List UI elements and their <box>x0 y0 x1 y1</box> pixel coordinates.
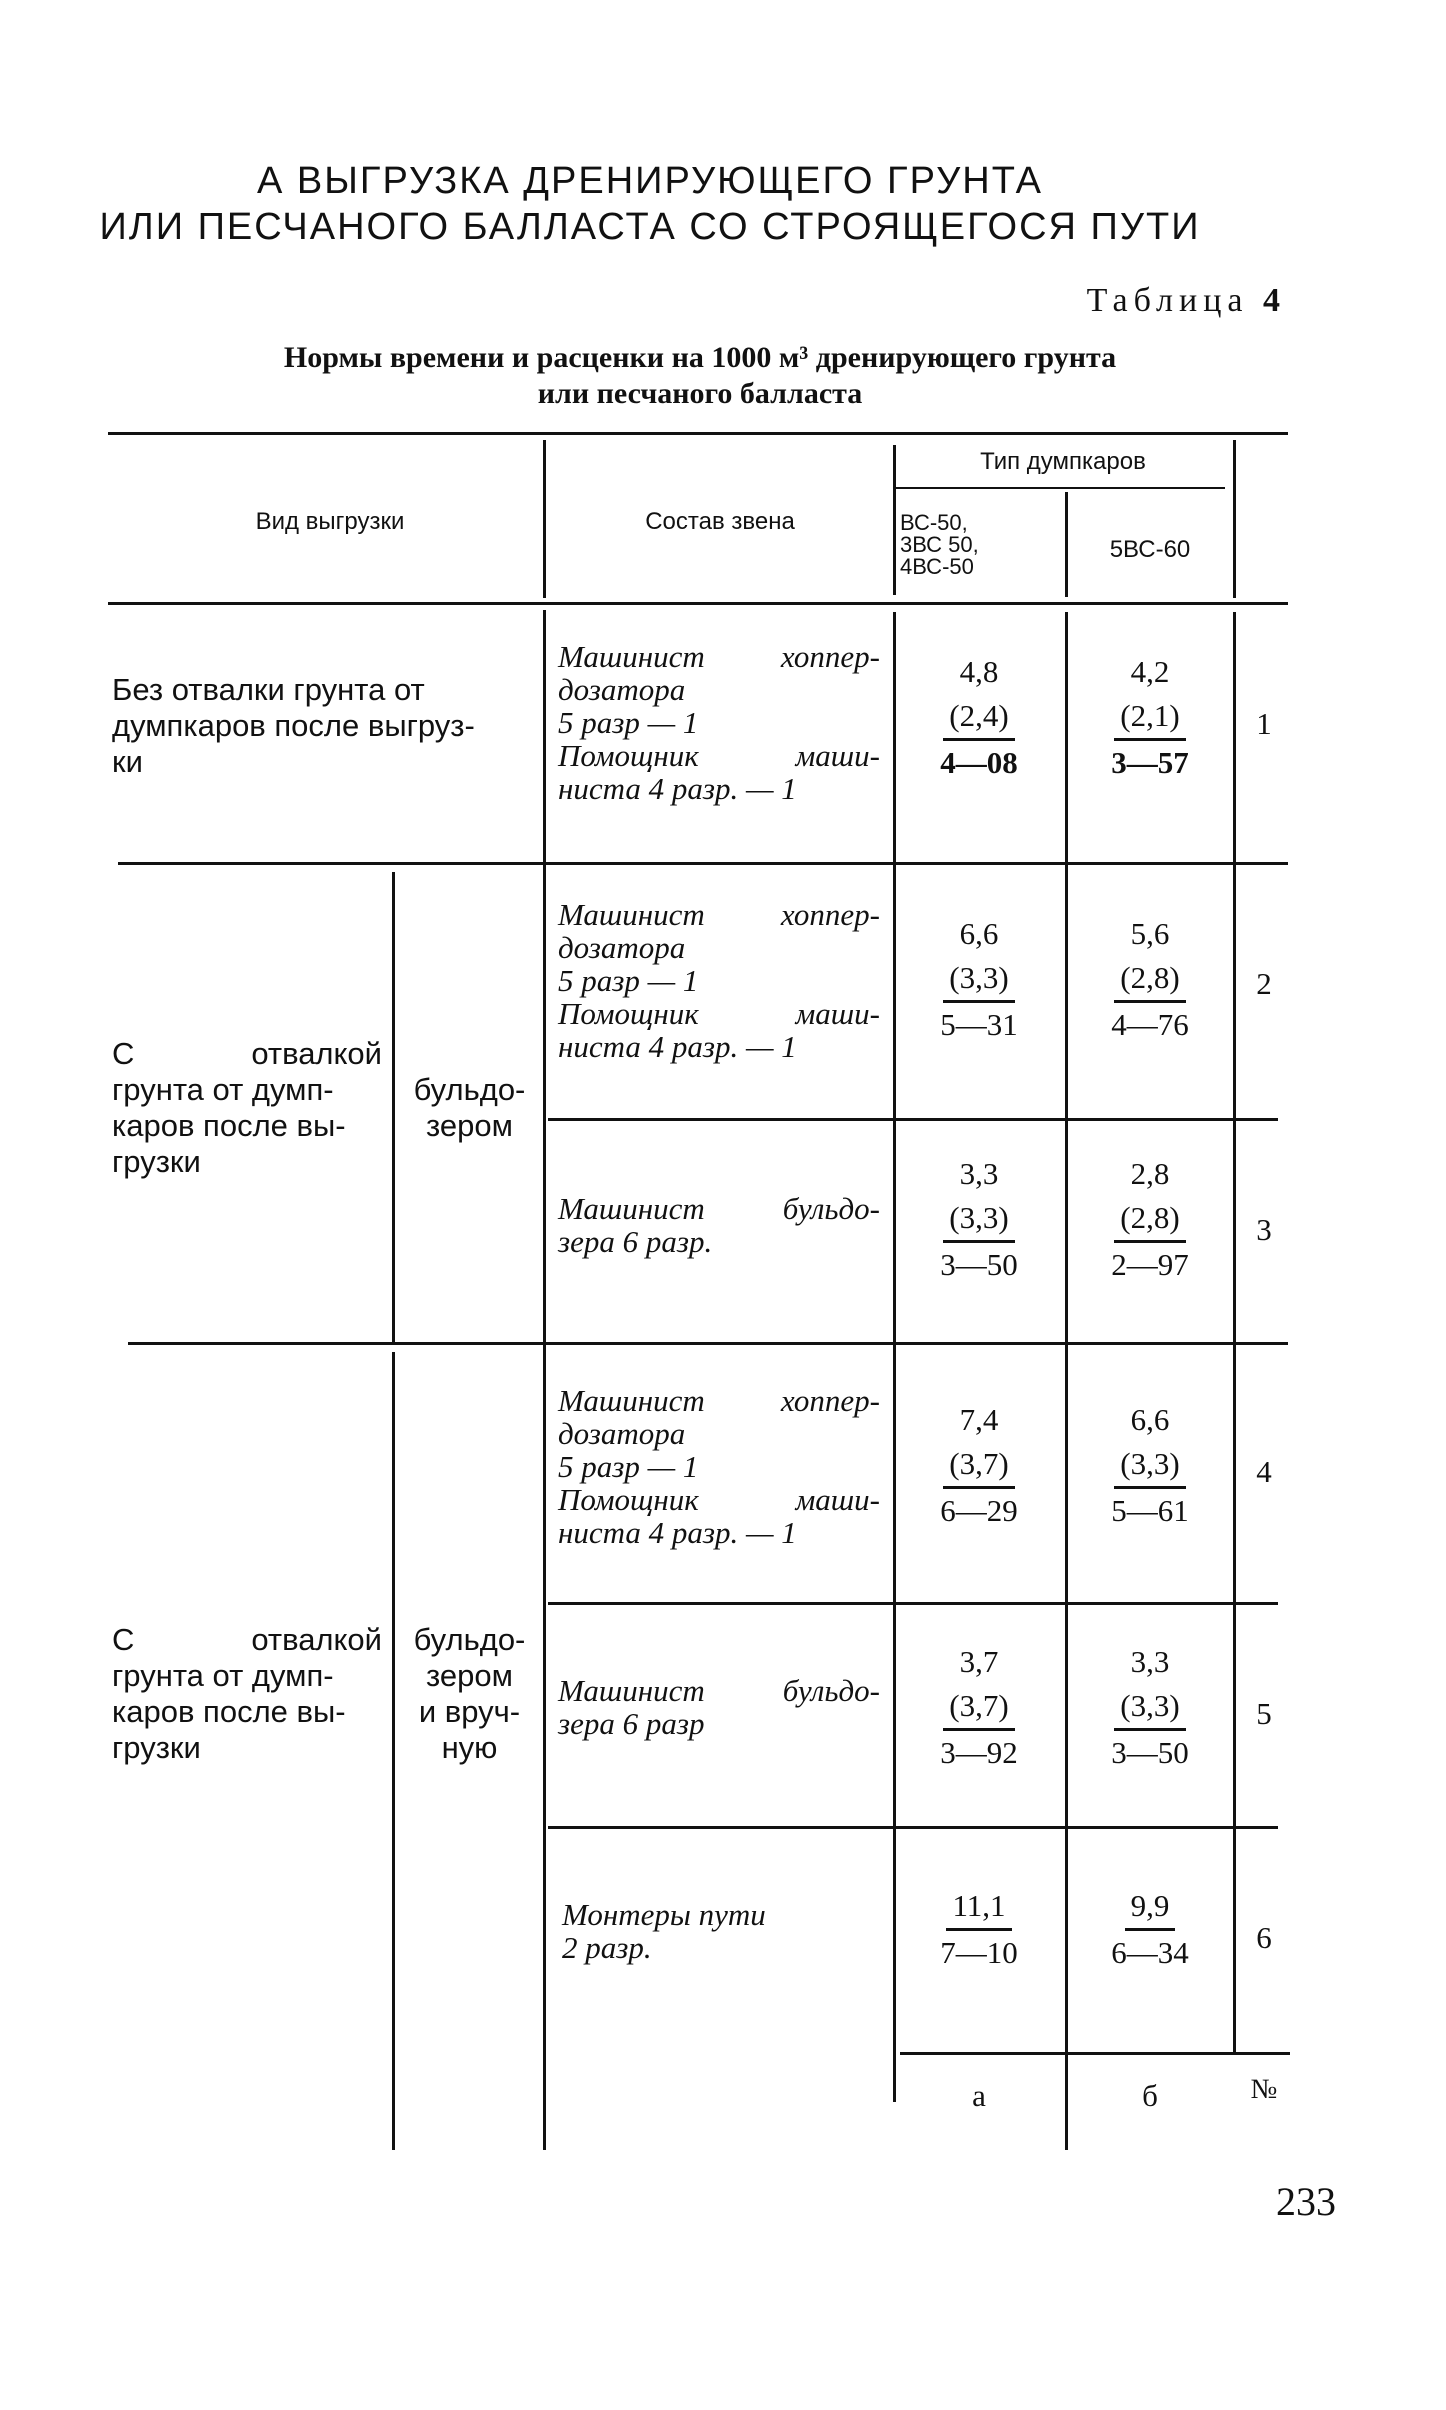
header-col-a-line3: 4ВС-50 <box>900 554 974 579</box>
header-col-a-line2: 3ВС 50, <box>900 532 979 557</box>
row4-col-a <box>914 1398 1044 1533</box>
page-number: 233 <box>1276 2179 1336 2224</box>
body-divider-col-b <box>1065 612 1068 2150</box>
row4-crew-w1: хоппер- <box>780 1383 880 1418</box>
row1-crew-w5: маши- <box>795 738 880 773</box>
row3-col-b <box>1085 1152 1215 1287</box>
row4-crew-w6: ниста 4 разр. — 1 <box>558 1515 797 1550</box>
header-col-a-line1: ВС-50, <box>900 510 968 535</box>
row2-crew-w3: 5 разр — 1 <box>558 963 699 998</box>
row5-crew <box>558 1674 880 1740</box>
row2-crew-w5: маши- <box>795 996 880 1031</box>
row2-crew-w0: Машинист <box>558 897 705 932</box>
row-rule-5-6 <box>548 1826 1278 1829</box>
row4-crew-w4: Помощник <box>558 1482 699 1517</box>
row4-b-norm: 6,6 <box>1130 1402 1170 1437</box>
row2-b-norm: 5,6 <box>1130 916 1170 951</box>
table-label-word: Таблица <box>1086 282 1249 319</box>
row2-a-rate: 5—31 <box>940 1007 1018 1042</box>
group-rule-2 <box>128 1342 1288 1345</box>
row-rule-2-3 <box>548 1118 1278 1121</box>
table-top-rule <box>108 432 1288 435</box>
row5-crew-w0: Машинист <box>558 1673 705 1708</box>
row5-a-norm: 3,7 <box>959 1644 999 1679</box>
table-label <box>1087 282 1280 320</box>
header-unload-type: Вид выгрузки <box>255 508 405 535</box>
row3-b-norm: 2,8 <box>1130 1156 1170 1191</box>
group2-line3: каров после вы- <box>112 1108 346 1143</box>
body-divider-num <box>1233 612 1236 2052</box>
row4-crew-w5: маши- <box>795 1482 880 1517</box>
row-rule-4-5 <box>548 1602 1278 1605</box>
row6-crew <box>562 1898 884 1964</box>
group3-line2: грунта от думп- <box>112 1658 334 1693</box>
row2-crew <box>558 898 880 1063</box>
row5-crew-w1: бульдо- <box>782 1673 880 1708</box>
header-divider-3 <box>1065 492 1068 597</box>
group2-method-divider <box>392 872 395 1342</box>
row1-crew-w2: дозатора <box>558 672 686 707</box>
row2-a-paren: (3,3) <box>943 956 1014 1003</box>
group3-method-divider <box>392 1352 395 2150</box>
row1-crew-w6: ниста 4 разр. — 1 <box>558 771 797 806</box>
header-crew: Состав звена <box>645 508 795 535</box>
row3-crew-w2: зера 6 разр. <box>558 1224 713 1259</box>
group1-line3: ки <box>112 744 143 779</box>
row6-crew-w1: 2 разр. <box>562 1930 652 1965</box>
header-divider-1 <box>543 440 546 598</box>
header-divider-4 <box>1233 440 1236 598</box>
row5-a-paren: (3,7) <box>943 1684 1014 1731</box>
row1-number: 1 <box>1256 706 1272 741</box>
group-rule-1 <box>118 862 1288 865</box>
row1-crew-w3: 5 разр — 1 <box>558 705 699 740</box>
row1-crew-w0: Машинист <box>558 639 705 674</box>
header-divider-2 <box>893 445 896 595</box>
row1-a-norm: 4,8 <box>959 654 999 689</box>
row6-b-norm: 9,9 <box>1125 1884 1176 1931</box>
group2-line1a: С <box>112 1036 135 1071</box>
row2-crew-w6: ниста 4 разр. — 1 <box>558 1029 797 1064</box>
group2-method-line2: зером <box>426 1108 513 1143</box>
row6-a-rate: 7—10 <box>940 1935 1018 1970</box>
group3-label <box>112 1622 382 1766</box>
row1-b-rate: 3—57 <box>1111 745 1189 780</box>
header-col-b: 5ВС-60 <box>1109 536 1191 563</box>
row2-crew-w1: хоппер- <box>780 897 880 932</box>
row4-number: 4 <box>1256 1454 1272 1489</box>
row2-b-paren: (2,8) <box>1114 956 1185 1003</box>
footer-col-b: б <box>1142 2078 1158 2113</box>
row2-b-rate: 4—76 <box>1111 1007 1189 1042</box>
group2-line2: грунта от думп- <box>112 1072 334 1107</box>
row6-number: 6 <box>1256 1920 1272 1955</box>
footer-col-a: а <box>972 2078 986 2113</box>
row3-a-rate: 3—50 <box>940 1247 1018 1282</box>
row4-b-rate: 5—61 <box>1111 1493 1189 1528</box>
row6-col-b <box>1085 1884 1215 1975</box>
body-divider-col-a <box>893 612 896 2102</box>
row4-b-paren: (3,3) <box>1114 1442 1185 1489</box>
row4-a-paren: (3,7) <box>943 1442 1014 1489</box>
row2-crew-w4: Помощник <box>558 996 699 1031</box>
row1-a-paren: (2,4) <box>943 694 1014 741</box>
group2-line4: грузки <box>112 1144 201 1179</box>
row6-a-norm: 11,1 <box>946 1884 1011 1931</box>
row5-col-b <box>1085 1640 1215 1775</box>
row3-b-paren: (2,8) <box>1114 1196 1185 1243</box>
group2-line1b: отвалкой <box>251 1036 382 1071</box>
group2-label <box>112 1036 382 1180</box>
row5-crew-w2: зера 6 разр <box>558 1706 705 1741</box>
row4-a-rate: 6—29 <box>940 1493 1018 1528</box>
row1-crew <box>558 640 880 805</box>
row2-crew-w2: дозатора <box>558 930 686 965</box>
row3-col-a <box>914 1152 1044 1287</box>
group3-line4: грузки <box>112 1730 201 1765</box>
table-caption-line1: Нормы времени и расценки на 1000 м³ дренирующего грунта <box>283 341 1117 374</box>
row2-number: 2 <box>1256 966 1272 1001</box>
footer-rule <box>900 2052 1290 2055</box>
row3-b-rate: 2—97 <box>1111 1247 1189 1282</box>
group3-method-line1: бульдо- <box>413 1622 526 1657</box>
footer-num: № <box>1250 2074 1278 2105</box>
table-caption-line2: или песчаного балласта <box>537 377 863 410</box>
row4-col-b <box>1085 1398 1215 1533</box>
row3-crew-w0: Машинист <box>558 1191 705 1226</box>
row3-a-paren: (3,3) <box>943 1196 1014 1243</box>
row4-a-norm: 7,4 <box>959 1402 999 1437</box>
row4-crew-w3: 5 разр — 1 <box>558 1449 699 1484</box>
group3-method <box>402 1622 537 1766</box>
row3-crew <box>558 1192 880 1258</box>
group3-line1b: отвалкой <box>251 1622 382 1657</box>
body-divider-crew <box>543 610 546 2150</box>
row2-col-b <box>1085 912 1215 1047</box>
row5-b-norm: 3,3 <box>1130 1644 1170 1679</box>
row3-a-norm: 3,3 <box>959 1156 999 1191</box>
row3-number: 3 <box>1256 1212 1272 1247</box>
group2-method-line1: бульдо- <box>413 1072 526 1107</box>
group1-line1: Без отвалки грунта от <box>112 672 425 707</box>
dumpcar-type-rule <box>895 487 1225 489</box>
group1-line2: думпкаров после выгруз- <box>112 708 475 743</box>
group3-line1a: С <box>112 1622 135 1657</box>
row5-col-a <box>914 1640 1044 1775</box>
row4-crew-w2: дозатора <box>558 1416 686 1451</box>
row2-col-a <box>914 912 1044 1047</box>
group3-line3: каров после вы- <box>112 1694 346 1729</box>
row6-b-rate: 6—34 <box>1111 1935 1189 1970</box>
row1-col-a <box>914 650 1044 785</box>
row5-a-rate: 3—92 <box>940 1735 1018 1770</box>
row5-b-paren: (3,3) <box>1114 1684 1185 1731</box>
group3-method-line2: зером <box>426 1658 513 1693</box>
row1-crew-w1: хоппер- <box>780 639 880 674</box>
row3-crew-w1: бульдо- <box>782 1191 880 1226</box>
row1-col-b <box>1085 650 1215 785</box>
row2-a-norm: 6,6 <box>959 916 999 951</box>
group3-method-line3: и вруч- <box>418 1694 521 1729</box>
group3-method-line4: ную <box>441 1730 498 1765</box>
group1-label <box>112 672 542 780</box>
row4-crew <box>558 1384 880 1549</box>
header-bottom-rule <box>108 602 1288 605</box>
row6-crew-w0: Монтеры пути <box>562 1897 766 1932</box>
row5-number: 5 <box>1256 1696 1272 1731</box>
group2-method <box>402 1072 537 1144</box>
header-dumpcar-type: Тип думпкаров <box>980 448 1146 475</box>
row1-a-rate: 4—08 <box>940 745 1018 780</box>
row1-b-norm: 4,2 <box>1130 654 1170 689</box>
row1-crew-w4: Помощник <box>558 738 699 773</box>
row6-col-a <box>914 1884 1044 1975</box>
row1-b-paren: (2,1) <box>1114 694 1185 741</box>
row5-b-rate: 3—50 <box>1111 1735 1189 1770</box>
table-label-number: 4 <box>1263 282 1280 319</box>
section-title-line1: А ВЫГРУЗКА ДРЕНИРУЮЩЕГО ГРУНТА <box>257 160 1043 202</box>
section-title-line2: ИЛИ ПЕСЧАНОГО БАЛЛАСТА СО СТРОЯЩЕГОСЯ ПУТИ <box>99 206 1201 248</box>
row4-crew-w0: Машинист <box>558 1383 705 1418</box>
header-col-a <box>900 512 1040 578</box>
